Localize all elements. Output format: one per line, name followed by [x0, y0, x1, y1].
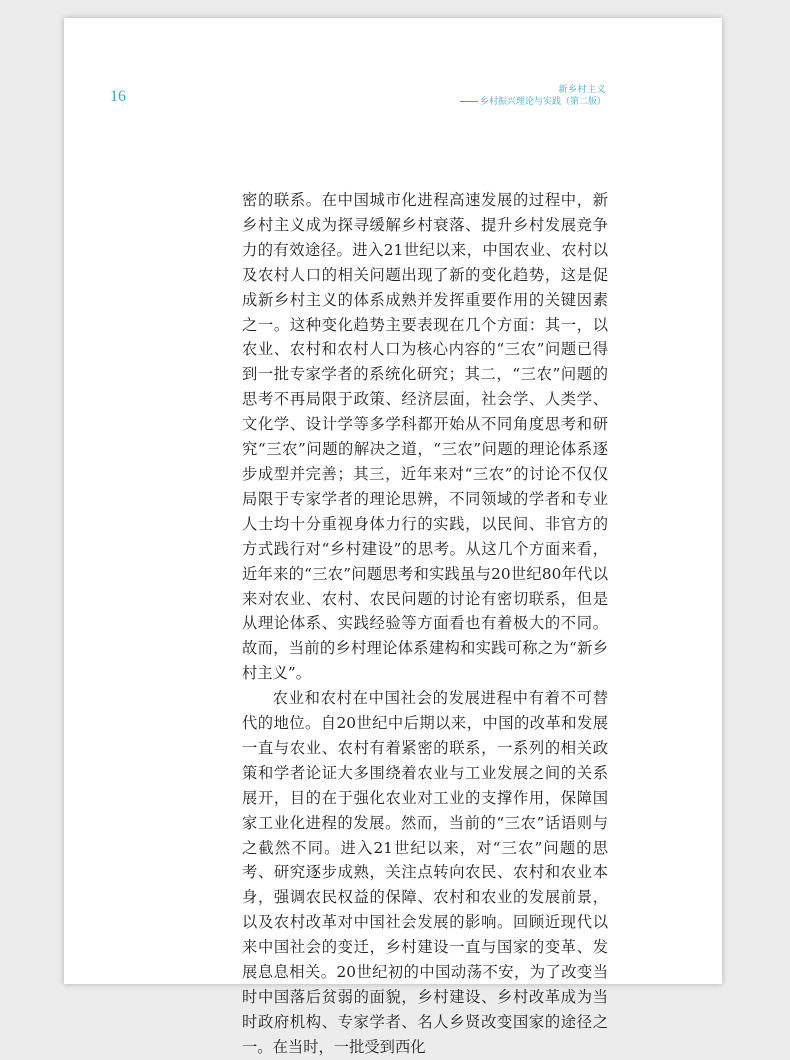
book-title-line	[460, 96, 606, 108]
book-page	[64, 18, 722, 1056]
page-number: 16	[110, 88, 126, 105]
running-head	[460, 84, 606, 108]
dash-rule	[460, 101, 478, 102]
book-title: 乡村振兴理论与实践（第二版）	[479, 97, 606, 107]
body-text	[242, 188, 608, 1060]
paragraph-2: 农业和农村在中国社会的发展进程中有着不可替代的地位。自20世纪中后期以来，中国的改革和发展一直与农业、农村有着紧密的联系，一系列的相关政策和学者论证大多围绕着农业与工业发展之间的关系展开，目的在于强化农业对工业的支撑作用，保障国家工业化进程的发展。然而，当前的“三农”话语则与之截然不同。进入21世纪以来，对“三农”问题的思考、研究逐步成熟，关注点转向农民、农村和农业本身，强调农民权益的保障、农村和农业的发展前景，以及农村改革对中国社会发展的影响。回顾近现代以来中国社会的变迁，乡村建设一直与国家的变革、发展息息相关。20世纪初的中国动荡不安，为了改变当时中国落后贫弱的面貌，乡村建设、乡村改革成为当时政府机构、专家学者、名人乡贤改变国家的途径之一。在当时，一批受到西化	[242, 689, 608, 1056]
series-title: 新乡村主义	[558, 85, 606, 95]
paragraph-1: 密的联系。在中国城市化进程高速发展的过程中，新乡村主义成为探寻缓解乡村衰落、提升乡村发展竞争力的有效途径。进入21世纪以来，中国农业、农村以及农村人口的相关问题出现了新的变化趋势，这是促成新乡村主义的体系成熟并发挥重要作用的关键因素之一。这种变化趋势主要表现在几个方面：其一，以农业、农村和农村人口为核心内容的“三农”问题已得到一批专家学者的系统化研究；其二，“三农”问题的思考不再局限于政策、经济层面，社会学、人类学、文化学、设计学等多学科都开始从不同角度思考和研究“三农”问题的解决之道，“三农”问题的理论体系逐步成型并完善；其三，近年来对“三农”的讨论不仅仅局限于专家学者的理论思辨，不同领域的学者和专业人士均十分重视身体力行的实践，以民间、非官方的方式践行对“乡村建设”的思考。从这几个方面来看，近年来的“三农”问题思考和实践虽与20世纪80年代以来对农业、农村、农民问题的讨论有密切联系，但是从理论体系、实践经验等方面看也有着极大的不同。故而，当前的乡村理论体系建构和实践可称之为“新乡村主义”。	[242, 191, 608, 683]
